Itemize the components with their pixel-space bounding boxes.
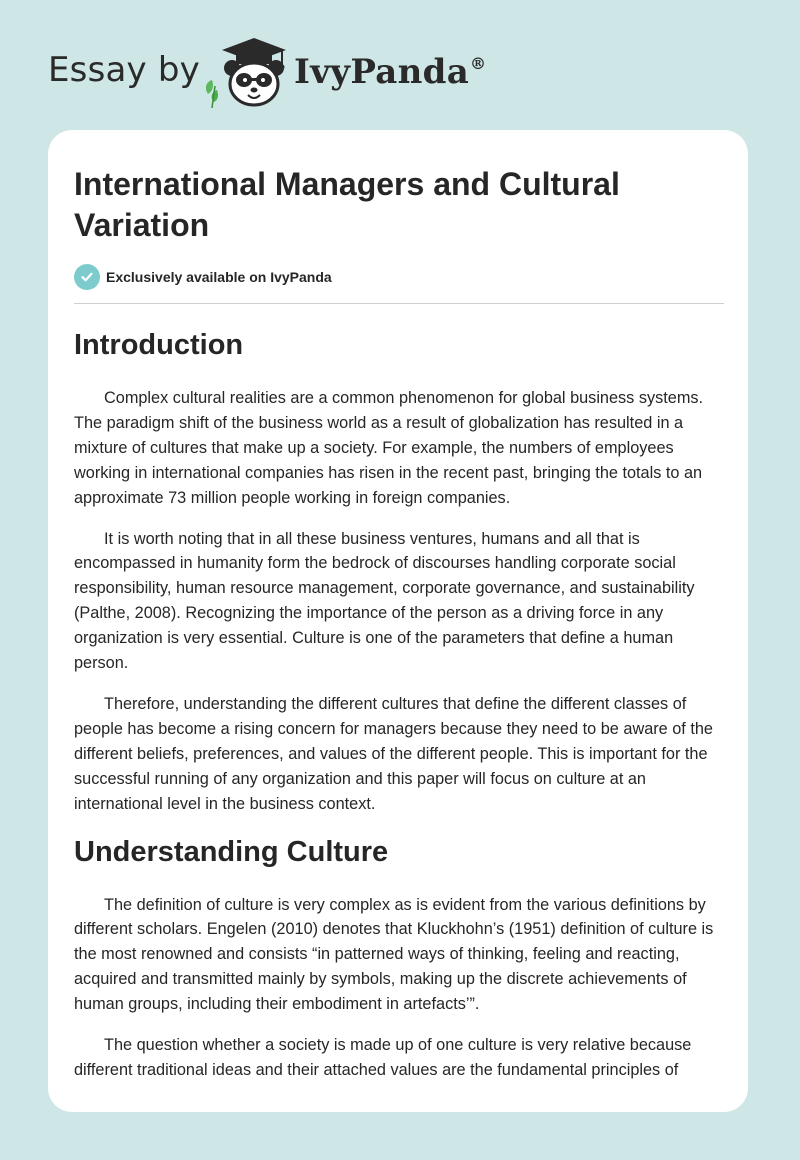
panda-graduate-logo-icon[interactable] [202, 36, 292, 108]
paragraph: The definition of culture is very complex as is evident from the various definitions by different scholars. Engelen (2010) denotes that Kluckhohn’s (1951) definition of culture is the most renowned and consists “in patterned ways of thinking, feeling and reacting, acquired and transmitted mainly by symbols, making up the discrete achievements of human groups, including their embodiment in artefacts’”. [74, 895, 714, 1014]
paragraph: Therefore, understanding the different cultures that define the different classes of people has become a rising concern for managers because they need to be aware of the different beliefs, preferences, and values of the different people. This is important for the successful running of any organization and this paper will focus on culture at an international level in the business context. [74, 694, 713, 813]
essay-content [74, 164, 724, 1083]
title-divider [74, 303, 724, 304]
brand-name[interactable]: IvyPanda® [294, 52, 487, 92]
essay-by-label: Essay by [48, 50, 200, 90]
paragraph: Complex cultural realities are a common phenomenon for global business systems. The paradigm shift of the business world as a result of globalization has resulted in a mixture of cultures that make up a society. For example, the numbers of employees working in international companies has risen in the recent past, bringing the totals to an approximate 73 million people working in foreign companies. [74, 389, 704, 507]
essay-card [48, 130, 748, 1112]
paragraph: It is worth noting that in all these business ventures, humans and all that is encompassed in humanity form the bedrock of discourses handling corporate social responsibility, human resource management, corporate governance, and sustainability (Palthe, 2008). Recognizing the importance of the person as a driving force in any organization is very essential. Culture is one of the parameters that define a human person. [74, 529, 695, 673]
check-circle-icon [74, 264, 100, 290]
exclusive-badge [74, 263, 724, 291]
site-header [48, 36, 508, 108]
exclusive-label: Exclusively available on IvyPanda [106, 269, 332, 285]
registered-mark: ® [470, 54, 487, 73]
page-title: International Managers and Cultural Variation [74, 166, 620, 243]
paragraph: The question whether a society is made up of one culture is very relative because different traditional ideas and their attached values are the fundamental principles of [74, 1036, 692, 1079]
section-heading-understanding-culture: Understanding Culture [74, 835, 389, 868]
section-heading-introduction: Introduction [74, 329, 244, 361]
